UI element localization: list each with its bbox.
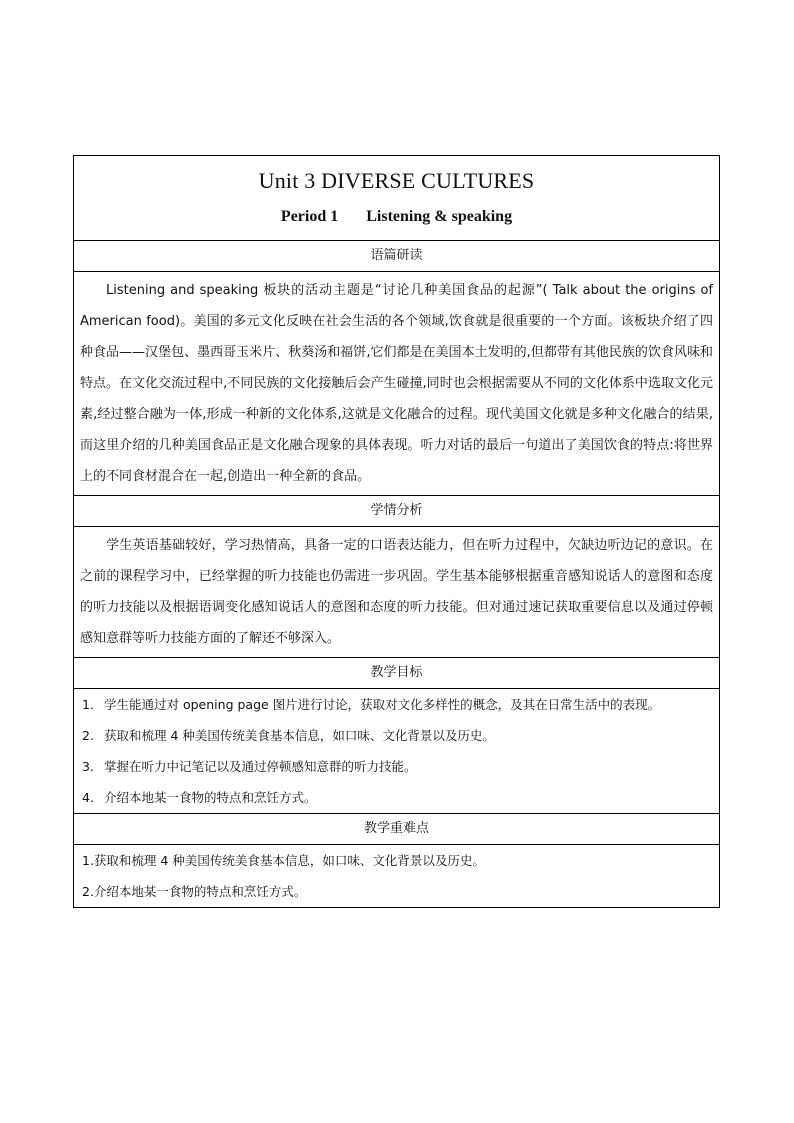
objective-item bbox=[82, 782, 711, 813]
objective-number: 4. bbox=[82, 790, 94, 805]
section-heading-key-points: 教学重难点 bbox=[74, 814, 720, 845]
lesson-plan-table bbox=[73, 155, 720, 908]
title-cell bbox=[74, 156, 720, 241]
objective-text: 获取和梳理 4 种美国传统美食基本信息，如口味、文化背景以及历史。 bbox=[104, 728, 495, 743]
text-study-paragraph: Listening and speaking 板块的活动主题是“讨论几种美国食品的起源”( Talk about the origins of American food)。美国的多元文化反映在社会生活的各个领域,饮食就是很重要的一个方面。该板块介绍了四种食品——汉堡包、墨西哥玉米片、秋葵汤和福饼,它们都是在美国本土发明的,但都带有其他民族的饮食风味和特点。在文化交流过程中,不同民族的文化接触后会产生碰撞,同时也会根据需要从不同的文化体系中选取文化元素,经过整合融为一体,形成一种新的文化体系,这就是文化融合的过程。现代美国文化就是多种文化融合的结果,而这里介绍的几种美国食品正是文化融合现象的具体表现。听力对话的最后一句道出了美国饮食的特点:将世界上的不同食材混合在一起,创造出一种全新的食品。 bbox=[80, 283, 713, 484]
objective-item bbox=[82, 720, 711, 751]
objective-item bbox=[82, 751, 711, 782]
objective-item bbox=[82, 689, 711, 720]
period-label: Period 1 bbox=[280, 207, 339, 225]
learner-analysis-paragraph: 学生英语基础较好，学习热情高，具备一定的口语表达能力，但在听力过程中，欠缺边听边记的意识。在之前的课程学习中，已经掌握的听力技能也仍需进一步巩固。学生基本能够根据重音感知说话人的意图和态度的听力技能以及根据语调变化感知说话人的意图和态度的听力技能。但对通过速记获取重要信息以及通过停顿感知意群等听力技能方面的了解还不够深入。 bbox=[80, 538, 713, 646]
key-points-cell bbox=[74, 845, 720, 908]
objective-number: 2. bbox=[82, 728, 94, 743]
learner-analysis-cell bbox=[74, 527, 720, 658]
section-heading-objectives: 教学目标 bbox=[74, 658, 720, 689]
objective-text: 学生能通过对 opening page 图片进行讨论，获取对文化多样性的概念，及其在日常生活中的表现。 bbox=[104, 697, 661, 712]
objective-number: 3. bbox=[82, 759, 94, 774]
key-point-item: 2.介绍本地某一食物的特点和烹饪方式。 bbox=[82, 884, 307, 899]
objective-text: 掌握在听力中记笔记以及通过停顿感知意群的听力技能。 bbox=[104, 759, 417, 774]
period-line bbox=[74, 207, 719, 237]
section-heading-text-study: 语篇研读 bbox=[74, 241, 720, 272]
topic-label: Listening & speaking bbox=[366, 207, 513, 225]
key-point-item: 1.获取和梳理 4 种美国传统美食基本信息，如口味、文化背景以及历史。 bbox=[82, 853, 485, 868]
text-study-cell bbox=[74, 272, 720, 496]
objective-number: 1. bbox=[82, 697, 94, 712]
unit-title: Unit 3 DIVERSE CULTURES bbox=[258, 167, 535, 193]
objectives-cell bbox=[74, 689, 720, 814]
section-heading-learner-analysis: 学情分析 bbox=[74, 496, 720, 527]
objective-text: 介绍本地某一食物的特点和烹饪方式。 bbox=[104, 790, 317, 805]
